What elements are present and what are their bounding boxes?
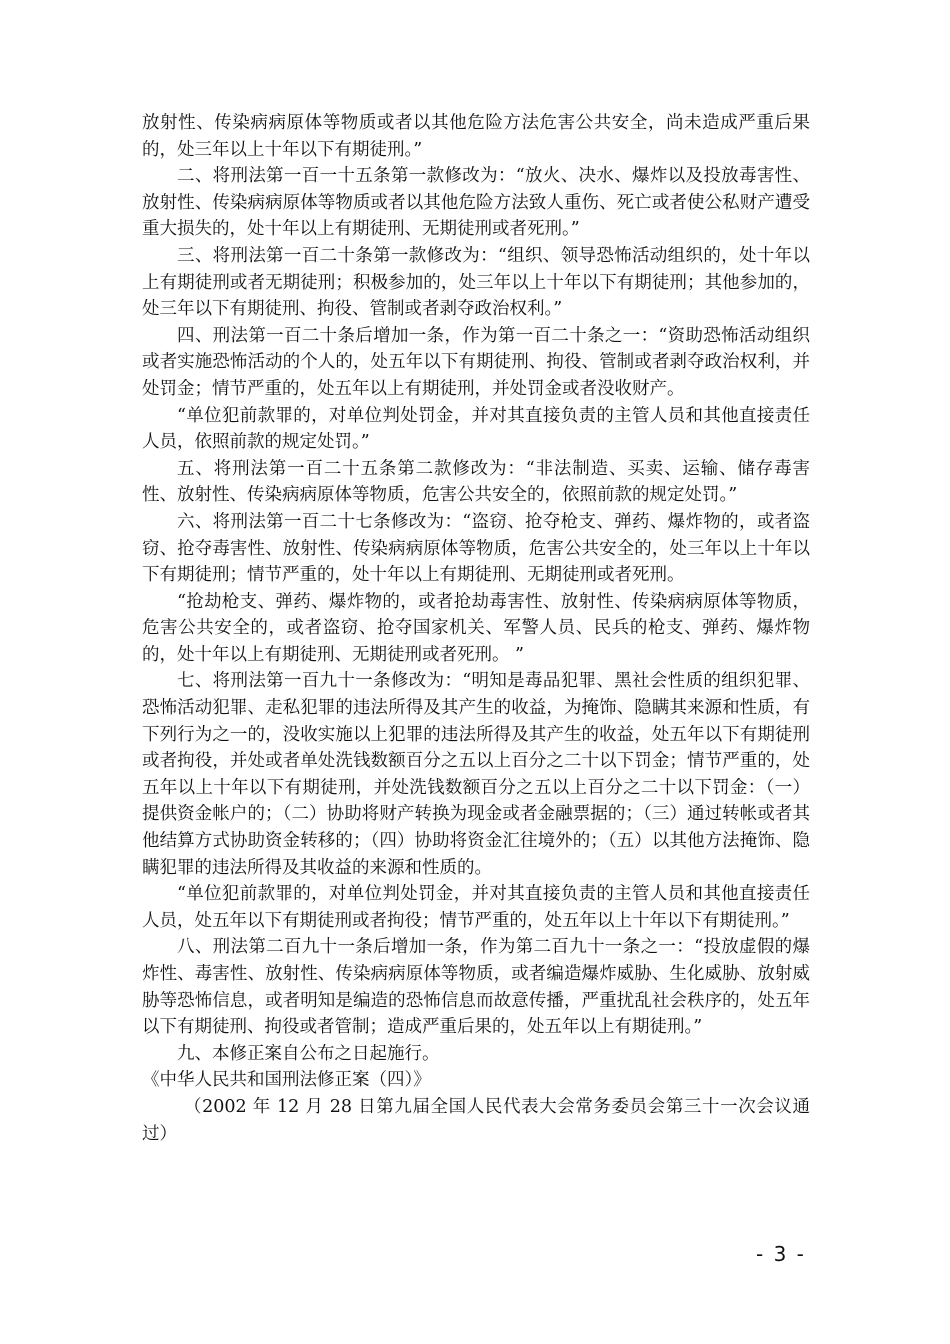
paragraph-article-6: 六、将刑法第一百二十七条修改为：“盗窃、抢夺枪支、弹药、爆炸物的，或者盗窃、抢夺毒害性、放射性、传染病病原体等物质，危害公共安全的，处三年以上十年以下有期徒刑；情节严重的，处十年以上有期徒刑、无期徒刑或者死刑。	[142, 511, 810, 586]
page-number: - 3 -	[756, 1242, 806, 1266]
paragraph-article-4-unit-crime: “单位犯前款罪的，对单位判处罚金，并对其直接负责的主管人员和其他直接责任人员，依照前款的规定处罚。”	[142, 405, 810, 453]
paragraph-article-5: 五、将刑法第一百二十五条第二款修改为：“非法制造、买卖、运输、储存毒害性、放射性、传染病病原体等物质，危害公共安全的，依照前款的规定处罚。”	[142, 458, 810, 506]
paragraph-continuation: 放射性、传染病病原体等物质或者以其他危险方法危害公共安全，尚未造成严重后果的，处三年以上十年以下有期徒刑。”	[142, 113, 810, 160]
paragraph-article-7-unit-crime: “单位犯前款罪的，对单位判处罚金，并对其直接负责的主管人员和其他直接责任人员，处五年以下有期徒刑或者拘役；情节严重的，处五年以上十年以下有期徒刑。”	[142, 884, 810, 931]
paragraph-article-8: 八、刑法第二百九十一条后增加一条，作为第二百九十一条之一：“投放虚假的爆炸性、毒害性、放射性、传染病病原体等物质，或者编造爆炸威胁、生化威胁、放射威胁等恐怖信息，或者明知是编造的恐怖信息而故意传播，严重扰乱社会秩序的，处五年以下有期徒刑、拘役或者管制；造成严重后果的，处五年以上有期徒刑。”	[142, 937, 810, 1038]
amendment-title: 《中华人民共和国刑法修正案（四）》	[142, 1070, 431, 1091]
paragraph-article-2: 二、将刑法第一百一十五条第一款修改为：“放火、决水、爆炸以及投放毒害性、放射性、传染病病原体等物质或者以其他危险方法致人重伤、死亡或者使公私财产遭受重大损失的，处十年以上有期徒刑、无期徒刑或者死刑。”	[142, 166, 810, 240]
adoption-note: （2002 年 12 月 28 日第九届全国人民代表大会常务委员会第三十一次会议通过）	[142, 1096, 810, 1144]
document-body	[142, 110, 810, 1147]
paragraph-article-9: 九、本修正案自公布之日起施行。	[177, 1043, 440, 1064]
paragraph-article-6-robbery: “抢劫枪支、弹药、爆炸物的，或者抢劫毒害性、放射性、传染病病原体等物质，危害公共安全的，或者盗窃、抢夺国家机关、军警人员、民兵的枪支、弹药、爆炸物的，处十年以上有期徒刑、无期徒刑或者死刑。 ”	[142, 591, 810, 665]
paragraph-article-7: 七、将刑法第一百九十一条修改为：“明知是毒品犯罪、黑社会性质的组织犯罪、恐怖活动犯罪、走私犯罪的违法所得及其产生的收益，为掩饰、隐瞒其来源和性质，有下列行为之一的，没收实施以上犯罪的违法所得及其产生的收益，处五年以下有期徒刑或者拘役，并处或者单处洗钱数额百分之五以上百分之二十以下罚金；情节严重的，处五年以上十年以下有期徒刑，并处洗钱数额百分之五以上百分之二十以下罚金：（一）提供资金帐户的；（二）协助将财产转换为现金或者金融票据的；（三）通过转帐或者其他结算方式协助资金转移的；（四）协助将资金汇往境外的；（五）以其他方法掩饰、隐瞒犯罪的违法所得及其收益的来源和性质的。	[142, 671, 810, 878]
paragraph-article-3: 三、将刑法第一百二十条第一款修改为：“组织、领导恐怖活动组织的，处十年以上有期徒刑或者无期徒刑；积极参加的，处三年以上十年以下有期徒刑；其他参加的，处三年以下有期徒刑、拘役、管制或者剥夺政治权利。”	[142, 245, 810, 320]
paragraph-article-4: 四、刑法第一百二十条后增加一条，作为第一百二十条之一：“资助恐怖活动组织或者实施恐怖活动的个人的，处五年以下有期徒刑、拘役、管制或者剥夺政治权利，并处罚金；情节严重的，处五年以上有期徒刑，并处罚金或者没收财产。	[142, 325, 810, 399]
